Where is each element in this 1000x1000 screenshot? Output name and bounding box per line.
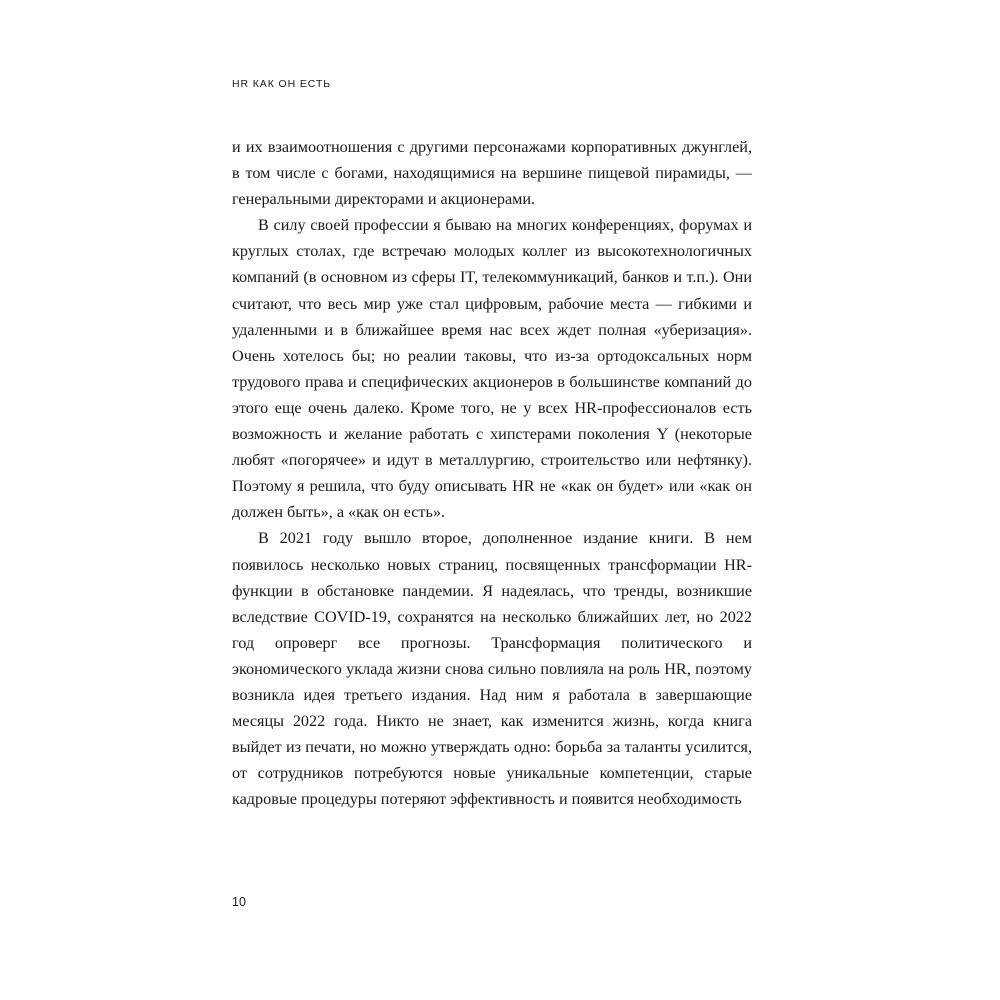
paragraph-continuation: и их взаимоотношения с другими персонажами корпоративных джунглей, в том числе с богами, находящимися на вершине пищевой пирамиды, — генеральными директорами и акционерами. (232, 138, 752, 209)
body-text (232, 134, 752, 812)
running-head: HR КАК ОН ЕСТЬ (232, 78, 332, 90)
paragraph: В 2021 году вышло второе, дополненное издание книги. В нем появилось несколько новых страниц, посвященных трансформации HR-функции в обстановке пандемии. Я надеялась, что тренды, возникшие вследствие COVID-19, сохранятся на несколько ближайших лет, но 2022 год опроверг все прогнозы. Трансформация политического и экономического уклада жизни снова сильно повлияла на роль HR, поэтому возникла идея третьего издания. Над ним я работала в завершающие месяцы 2022 года. Никто не знает, как изменится жизнь, когда книга выйдет из печати, но можно утверждать одно: борьба за таланты усилится, от сотрудников потребуются новые уникальные компетенции, старые кадровые процедуры потеряют эффективность и появится необходимость (232, 529, 752, 809)
page-number: 10 (232, 895, 246, 909)
paragraph: В силу своей профессии я бываю на многих конференциях, форумах и круглых столах, где встречаю молодых коллег из высокотехнологичных компаний (в основном из сферы IT, телекоммуникаций, банков и т.п.). Они считают, что весь мир уже стал цифровым, рабочие места — гибкими и удаленными и в ближайшее время нас всех ждет полная «уберизация». Очень хотелось бы; но реалии таковы, что из-за ортодоксальных норм трудового права и специфических акционеров в большинстве компаний до этого еще очень далеко. Кроме того, не у всех HR-профессионалов есть возможность и желание работать с хипстерами поколения Y (некоторые любят «погорячее» и идут в металлургию, строительство или нефтянку). Поэтому я решила, что буду описывать HR не «как он будет» или «как он должен быть», а «как он есть». (232, 216, 752, 522)
page-content (232, 78, 752, 812)
